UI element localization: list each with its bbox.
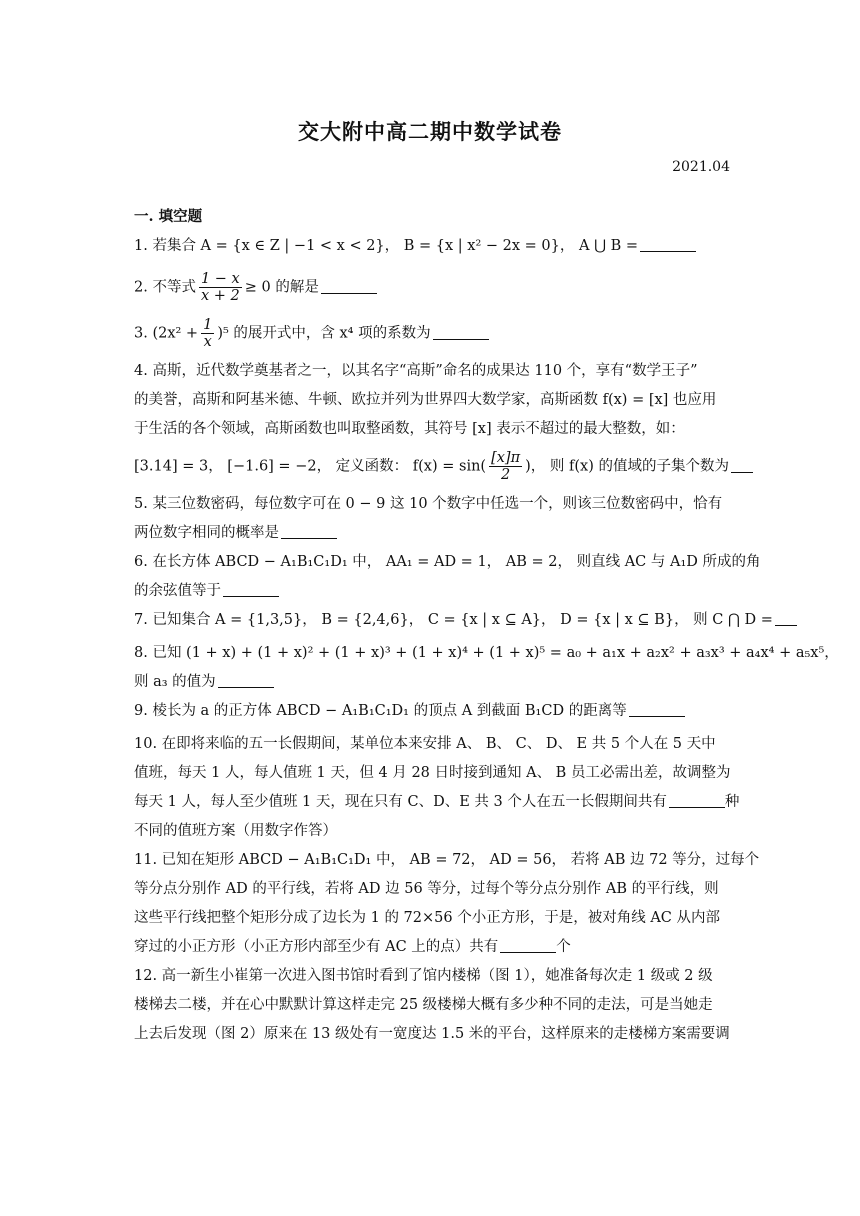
fraction: $\frac{1 - x}{x + 2}$: [200, 271, 240, 304]
answer-blank: [281, 524, 337, 539]
fraction: $\frac{[x]\pi}{2}$: [491, 450, 521, 483]
question-12: 12. 高一新生小崔第一次进入图书馆时看到了馆内楼梯（图 1），她准备每次走 1 级或 2 级 楼梯去二楼，并在心中默默计算这样走完 25 级楼梯大概有多少种不同的走法，可是当她走 上去后发现（图 2）原来在 13 级处有一宽度达 1.5 米的平台，这样原来的走楼梯方案需要调: [134, 968, 730, 1042]
answer-blank: [731, 458, 753, 473]
question-3: 3. (2x² + $\frac{1}{x}$ )⁵ 的展开式中，含 x⁴ 项的系数为: [134, 315, 730, 352]
question-4: 4. 高斯，近代数学奠基者之一，以其名字“高斯”命名的成果达 110 个，享有“数学王子” 的美誉，高斯和阿基米德、牛顿、欧拉并列为世界四大数学家，高斯函数 f(x) = [x] 也应用 于生活的各个领域，高斯函数也叫取整函数，其符号 [x] 表示不超过的最大整数，如： [3.14] = 3， [−1.6] = −2， 定义函数： f(x) = sin( $\frac{[x]\pi}{2}$ )， 则 f(x) 的值域的子集个数为: [134, 361, 730, 485]
question-5: 5. 某三位数密码，每位数字可在 0 − 9 这 10 个数字中任选一个，则该三位数密码中，恰有 两位数字相同的概率是: [134, 496, 723, 541]
question-6: 6. 在长方体 ABCD − A₁B₁C₁D₁ 中， AA₁ = AD = 1， AB = 2， 则直线 AC 与 A₁D 所成的角 的余弦值等于: [134, 554, 761, 599]
section-heading: 一. 填空题: [134, 208, 203, 225]
question-1: 1. 若集合 A = {x ∈ Z | −1 < x < 2}， B = {x | x² − 2x = 0}， A ⋃ B =: [134, 236, 730, 256]
answer-blank: [629, 702, 685, 717]
answer-blank: [669, 793, 725, 808]
page-title: 交大附中高二期中数学试卷: [298, 119, 562, 144]
answer-blank: [775, 611, 797, 626]
answer-blank: [640, 237, 696, 252]
question-8: 8. 已知 (1 + x) + (1 + x)² + (1 + x)³ + (1 + x)⁴ + (1 + x)⁵ = a₀ + a₁x + a₂x² + a₃x³ + a₄x⁴ + a₅x⁵， 则 a₃ 的值为: [134, 645, 839, 690]
fraction: $\frac{1}{x}$: [203, 317, 213, 350]
answer-blank: [218, 673, 274, 688]
exam-date: 2021.04: [672, 159, 730, 175]
answer-blank: [433, 325, 489, 340]
question-9: 9. 棱长为 a 的正方体 ABCD − A₁B₁C₁D₁ 的顶点 A 到截面 B₁CD 的距离等: [134, 701, 730, 721]
question-11: 11. 已知在矩形 ABCD − A₁B₁C₁D₁ 中， AB = 72， AD = 56， 若将 AB 边 72 等分，过每个 等分点分别作 AD 的平行线，若将 AD 边 56 等分，过每个等分点分别作 AB 的平行线，则 这些平行线把整个矩形分成了边长为 1 的 72×56 个小正方形，于是，被对角线 AC 从内部 穿过的小正方形（小正方形内部至少有 AC 上的点）共有 个: [134, 852, 760, 955]
answer-blank: [500, 938, 556, 953]
answer-blank: [321, 279, 377, 294]
question-2: 2. 不等式 $\frac{1 - x}{x + 2}$ ≥ 0 的解是: [134, 269, 730, 306]
question-7: 7. 已知集合 A = {1,3,5}， B = {2,4,6}， C = {x | x ⊆ A}， D = {x | x ⊆ B}， 则 C ⋂ D =: [134, 610, 730, 630]
question-10: 10. 在即将来临的五一长假期间，某单位本来安排 A、 B、 C、 D、 E 共 5 个人在 5 天中 值班，每天 1 人，每人值班 1 天，但 4 月 28 日时接到通知 A、 B 员工必需出差，故调整为 每天 1 人，每人至少值班 1 天，现在只有 C、D、E 共 3 个人在五一长假期间共有 种 不同的值班方案（用数字作答）: [134, 736, 740, 839]
answer-blank: [223, 582, 279, 597]
question-list: [134, 236, 839, 1044]
